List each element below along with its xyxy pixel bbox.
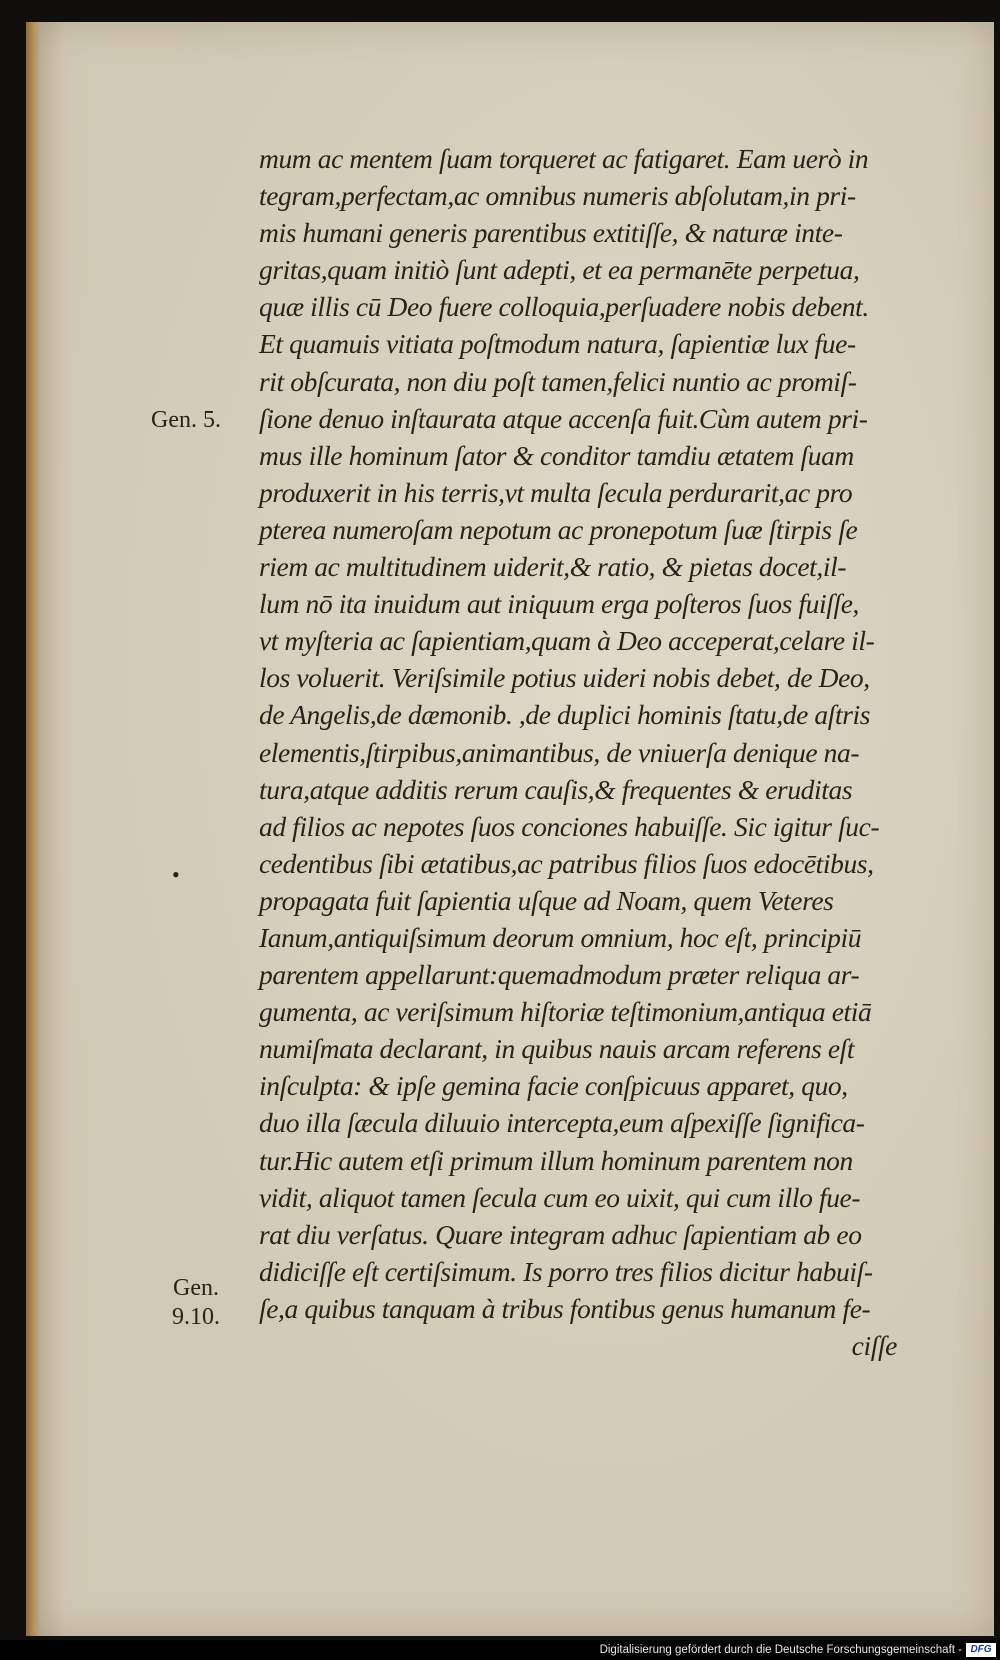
text-line: inſculpta: & ipſe gemina facie conſpicuus apparet, quo, (259, 1070, 848, 1102)
marginal-note-gen-9-10-line2: 9.10. (172, 1304, 220, 1330)
text-line: parentem appellarunt:quemadmodum præter reliqua ar- (259, 959, 860, 991)
text-line: produxerit in his terris,vt multa ſecula perdurarit,ac pro (259, 476, 853, 508)
text-line: quæ illis cū Deo fuere colloquia,perſuadere nobis debent. (259, 291, 869, 323)
text-line: elementis,ſtirpibus,animantibus, de vniuerſa denique na- (259, 736, 860, 768)
text-line: rit obſcurata, non diu poſt tamen,felici nuntio ac promiſ- (259, 365, 857, 397)
text-line: gritas,quam initiò ſunt adepti, et ea permanēte perpetua, (259, 254, 860, 286)
text-line: ſione denuo inſtaurata atque accenſa fuit.Cùm autem pri- (259, 402, 868, 434)
text-line: didiciſſe eſt certiſsimum. Is porro tres filios dicitur habuiſ- (259, 1255, 873, 1287)
page-gutter-edge (26, 22, 40, 1636)
text-line: ſe,a quibus tanquam à tribus fontibus genus humanum fe- (259, 1292, 871, 1324)
text-line: de Angelis,de dæmonib. ,de duplici hominis ſtatu,de aſtris (259, 699, 871, 731)
text-line: pterea numeroſam nepotum ac pronepotum ſuæ ſtirpis ſe (259, 513, 858, 545)
text-line: mis humani generis parentibus extitiſſe, & naturæ inte- (259, 217, 843, 249)
text-line: riem ac multitudinem uiderit,& ratio, & pietas docet,il- (259, 551, 847, 583)
text-line: mum ac mentem ſuam torqueret ac fatigaret. Eam uerò in (259, 143, 869, 174)
text-line: mus ille hominum ſator & conditor tamdiu ætatem ſuam (259, 439, 854, 471)
text-line: tura,atque additis rerum cauſis,& frequentes & eruditas (259, 773, 853, 805)
marginal-note-gen-9-10-line1: Gen. (173, 1275, 219, 1301)
funding-credit: Digitalisierung gefördert durch die Deutsche Forschungsgemeinschaft - (599, 1644, 962, 1656)
text-line: ad filios ac nepotes ſuos conciones habuiſſe. Sic igitur ſuc- (259, 810, 880, 842)
catchword: ciſſe (851, 1330, 897, 1361)
text-line: cedentibus ſibi ætatibus,ac patribus filios ſuos edocētibus, (259, 847, 874, 879)
text-line: propagata fuit ſapientia uſque ad Noam, quem Veteres (259, 884, 834, 916)
body-text (259, 140, 919, 1327)
text-line: rat diu verſatus. Quare integram adhuc ſapientiam ab eo (259, 1218, 862, 1250)
marginal-note-gen-9-10 (162, 1274, 230, 1332)
text-line: los voluerit. Veriſsimile potius uideri nobis debet, de Deo, (259, 662, 870, 694)
dfg-logo: DFG (966, 1643, 996, 1657)
text-line: lum nō ita inuidum aut iniquum erga poſteros ſuos fuiſſe, (259, 588, 860, 620)
text-line: duo illa ſæcula diluuio intercepta,eum aſpexiſſe ſignifica- (259, 1107, 865, 1139)
text-line: gumenta, ac veriſsimum hiſtoriæ teſtimonium,antiqua etiā (259, 996, 872, 1028)
marginal-dot: • (172, 862, 180, 887)
text-line: tegram,perfectam,ac omnibus numeris abſolutam,in pri- (259, 180, 856, 212)
text-line: vt myſteria ac ſapientiam,quam à Deo acceperat,celare il- (259, 625, 875, 657)
text-line: numiſmata declarant, in quibus nauis arcam referens eſt (259, 1033, 855, 1065)
text-line: tur.Hic autem etſi primum illum hominum parentem non (259, 1144, 853, 1176)
footer-bar (0, 1640, 1000, 1660)
text-line: Ianum,antiquiſsimum deorum omnium, hoc eſt, principiū (259, 921, 862, 953)
marginal-note-gen-5: Gen. 5. (151, 407, 221, 433)
text-line: Et quamuis vitiata poſtmodum natura, ſapientiæ lux fue- (259, 328, 856, 360)
text-line: vidit, aliquot tamen ſecula cum eo uixit, qui cum illo fue- (259, 1181, 861, 1213)
